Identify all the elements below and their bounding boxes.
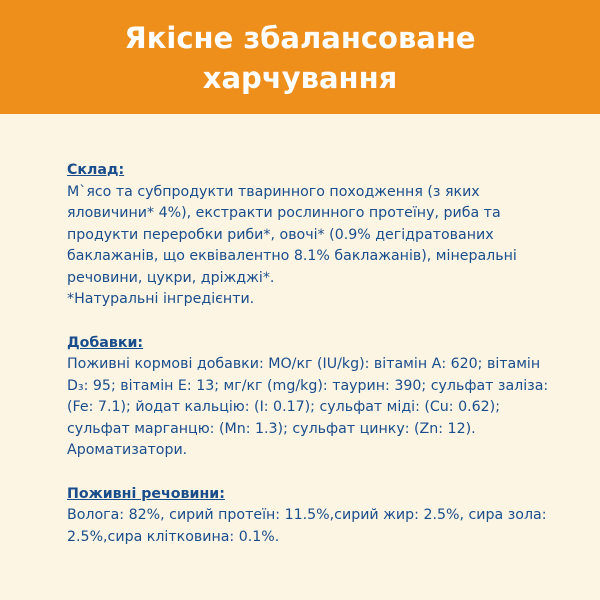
composition-heading: Склад: <box>67 162 125 178</box>
composition-section <box>67 160 557 311</box>
nutrients-heading: Поживні речовини: <box>67 485 225 502</box>
nutrients-section <box>67 484 557 549</box>
banner-title: Якісне збалансоване харчування <box>124 21 476 95</box>
additives-heading: Добавки: <box>67 334 144 351</box>
header-banner <box>0 0 600 114</box>
product-info <box>67 160 557 570</box>
additives-text: Поживні кормові добавки: МО/кг (IU/kg): вітамін А: 620; вітамін D₃: 95; вітамін Е: 13; мг/кг (mg/kg): таурин: 390; сульфат заліза: (Fe: 7.1); йодат кальцію: (I: 0.17); сульфат міді: (Cu: 0.62); сульфат марганцю: (Mn: 1.3); сульфат цинку: (Zn: 12). Ароматизатори. <box>67 356 549 458</box>
additives-section <box>67 333 557 462</box>
nutrients-text: Волога: 82%, сирий протеїн: 11.5%,сирий жир: 2.5%, сира зола: 2.5%,сира клітковина: 0.1%. <box>67 507 547 545</box>
composition-text: М`ясо та субпродукти тваринного походження (з яких яловичини* 4%), екстракти рослинного протеїну, риба та продукти переробки риби*, овочі* (0.9% дегідратованих баклажанів, що еквівалентно 8.1% баклажанів), мінеральні речовини, цукри, дріжджі*. *Натуральні інгредієнти. <box>67 183 517 307</box>
